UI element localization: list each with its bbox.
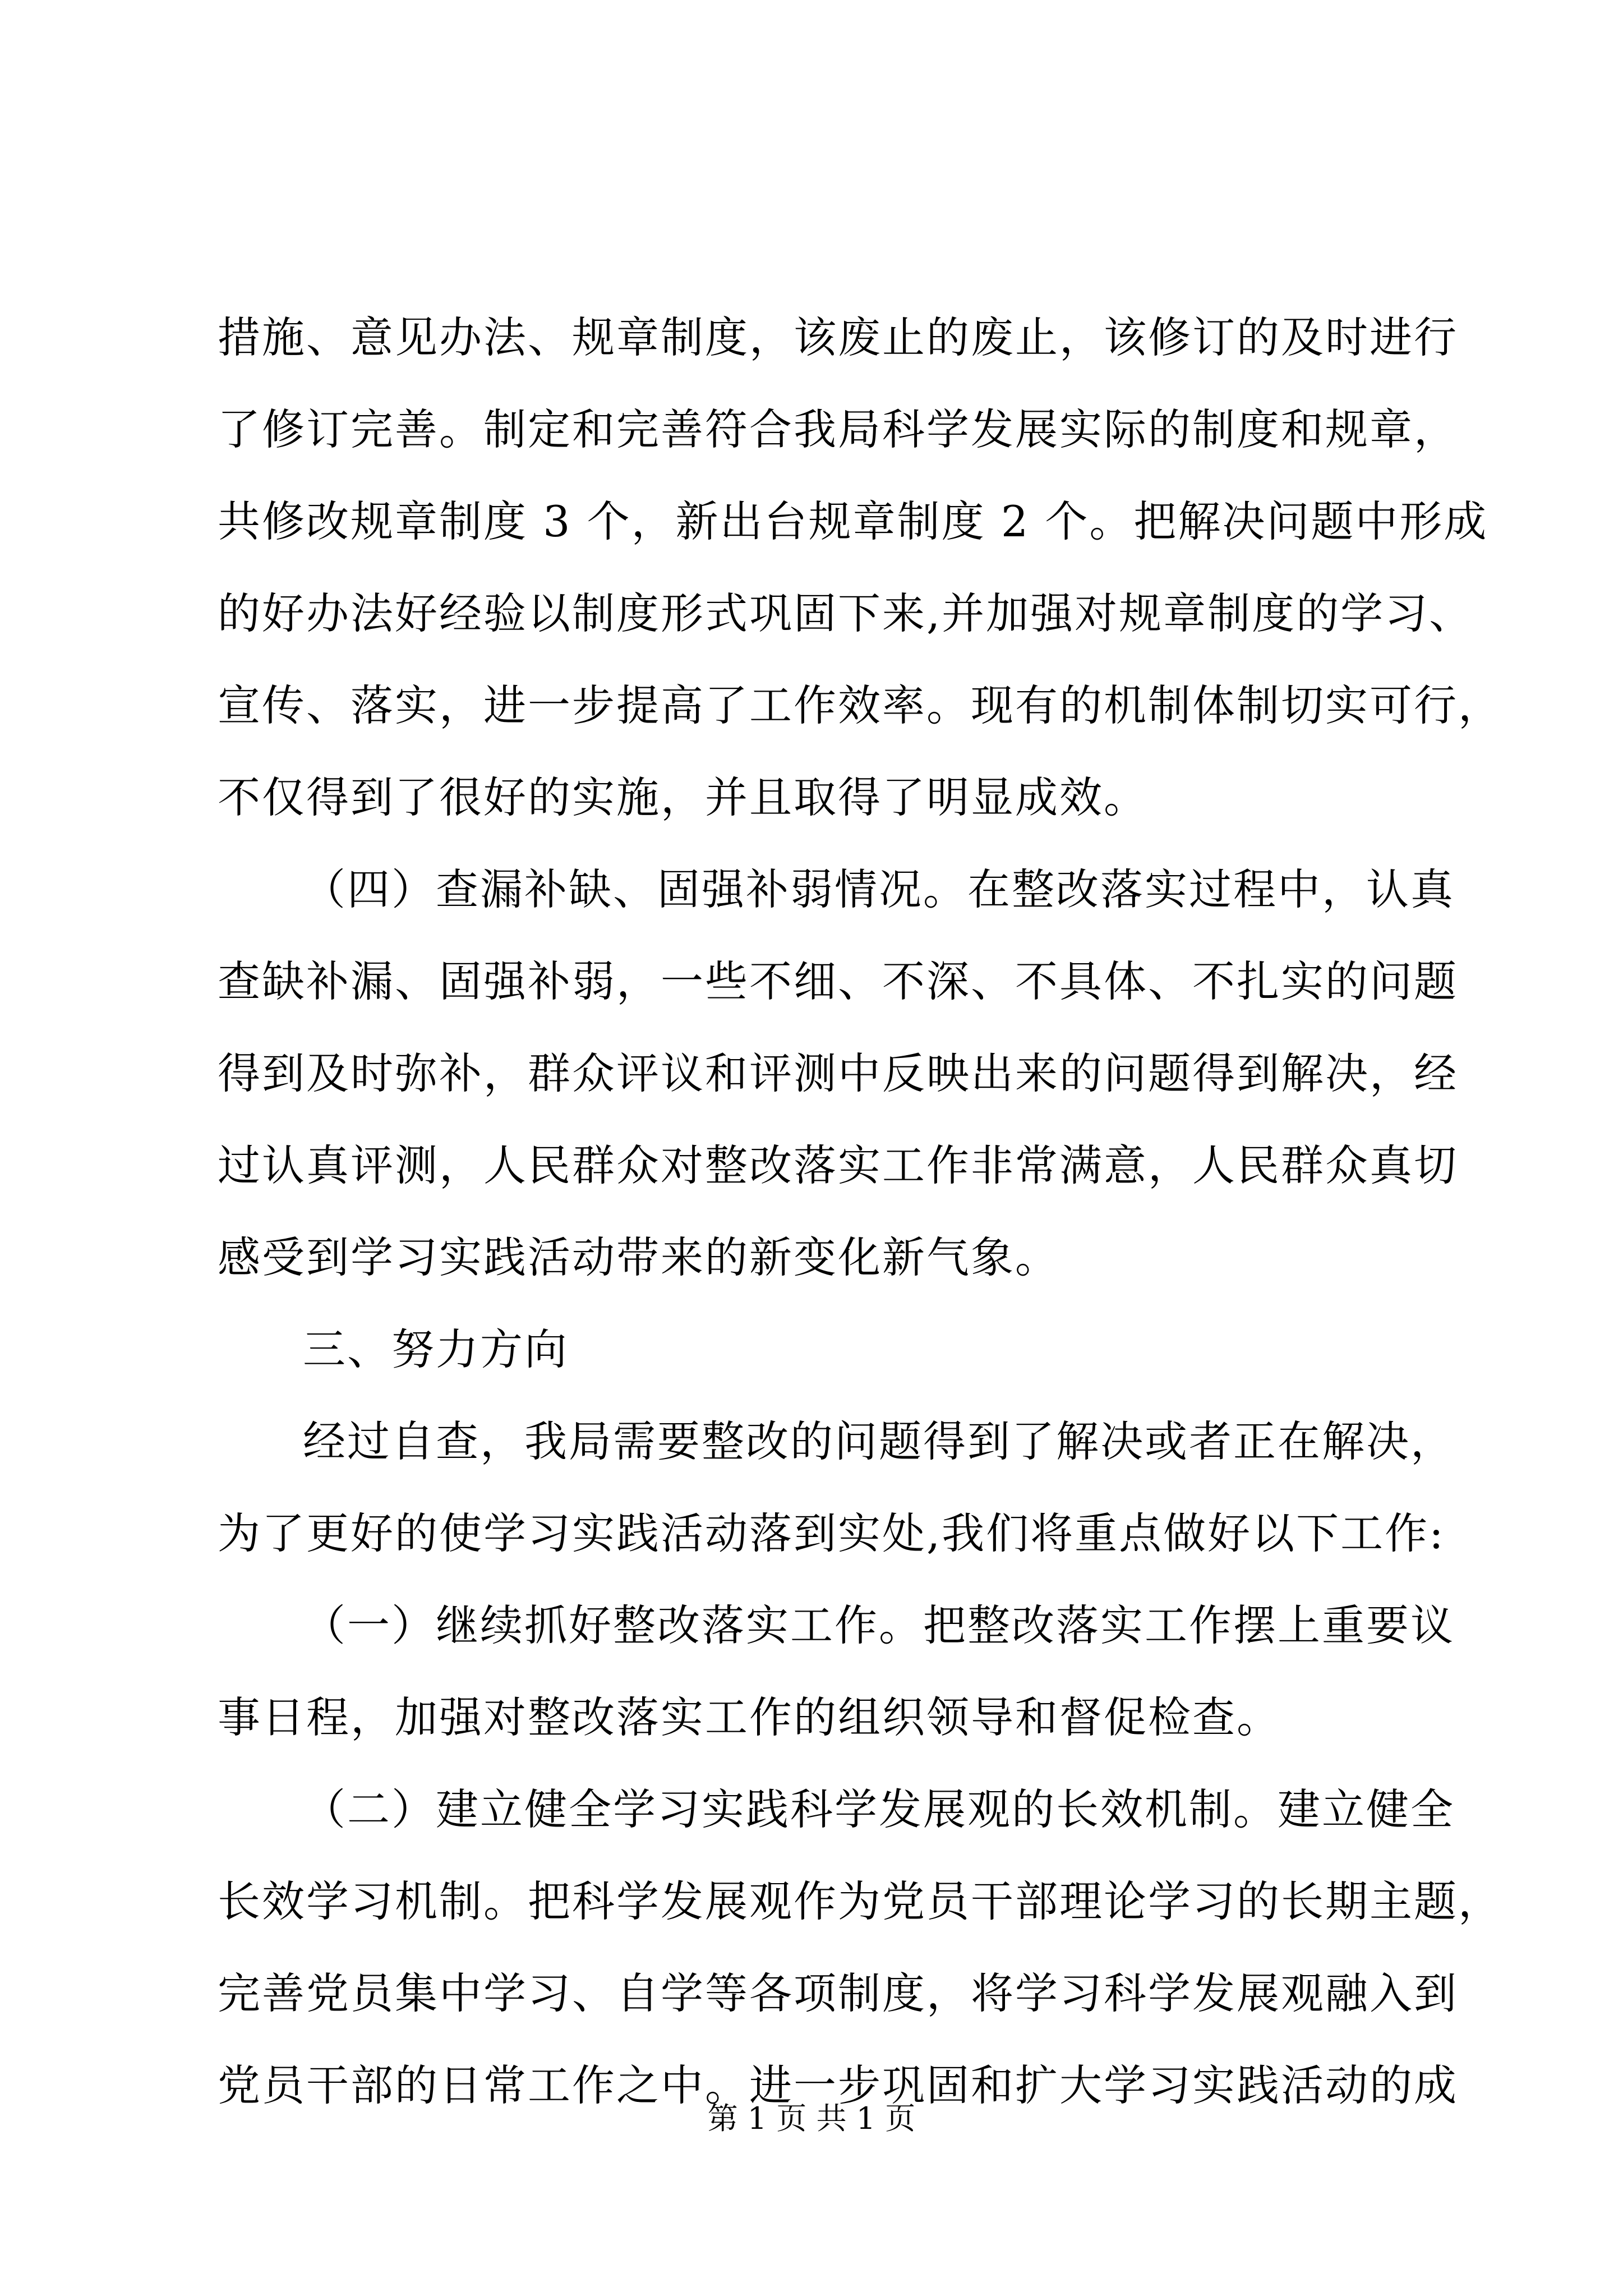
body-line-5: 宣传、落实，进一步提高了工作效率。现有的机制体制切实可行， bbox=[218, 680, 1502, 730]
body-line-10: 过认真评测，人民群众对整改落实工作非常满意，人民群众真切 bbox=[218, 1140, 1458, 1190]
body-line-14: 为了更好的使学习实践活动落到实处,我们将重点做好以下工作: bbox=[218, 1508, 1445, 1558]
body-line-16: 事日程，加强对整改落实工作的组织领导和督促检查。 bbox=[218, 1692, 1281, 1742]
page-number-footer: 第 1 页 共 1 页 bbox=[707, 2101, 916, 2136]
body-line-19: 完善党员集中学习、自学等各项制度，将学习科学发展观融入到 bbox=[218, 1968, 1458, 2018]
document-body bbox=[218, 292, 1502, 2132]
body-line-13: 经过自查，我局需要整改的问题得到了解决或者正在解决， bbox=[303, 1416, 1455, 1466]
body-line-1: 措施、意见办法、规章制度，该废止的废止，该修订的及时进行 bbox=[218, 312, 1458, 362]
body-line-6: 不仅得到了很好的实施，并且取得了明显成效。 bbox=[218, 772, 1148, 822]
body-line-8: 查缺补漏、固强补弱，一些不细、不深、不具体、不扎实的问题 bbox=[218, 956, 1458, 1006]
body-line-7: （四）查漏补缺、固强补弱情况。在整改落实过程中，认真 bbox=[303, 864, 1455, 914]
section-heading: 三、努力方向 bbox=[303, 1324, 569, 1374]
body-line-18: 长效学习机制。把科学发展观作为党员干部理论学习的长期主题， bbox=[218, 1876, 1502, 1926]
body-line-2: 了修订完善。制定和完善符合我局科学发展实际的制度和规章， bbox=[218, 404, 1458, 454]
body-line-11: 感受到学习实践活动带来的新变化新气象。 bbox=[218, 1232, 1059, 1282]
body-line-9: 得到及时弥补，群众评议和评测中反映出来的问题得到解决，经 bbox=[218, 1048, 1458, 1098]
body-line-17: （二）建立健全学习实践科学发展观的长效机制。建立健全 bbox=[303, 1784, 1455, 1834]
body-line-3: 共修改规章制度 3 个，新出台规章制度 2 个。把解决问题中形成 bbox=[218, 496, 1488, 546]
body-line-4: 的好办法好经验以制度形式巩固下来,并加强对规章制度的学习、 bbox=[218, 588, 1474, 638]
body-line-20: 党员干部的日常工作之中。进一步巩固和扩大学习实践活动的成 bbox=[218, 2060, 1458, 2110]
body-line-15: （一）继续抓好整改落实工作。把整改落实工作摆上重要议 bbox=[303, 1600, 1455, 1650]
